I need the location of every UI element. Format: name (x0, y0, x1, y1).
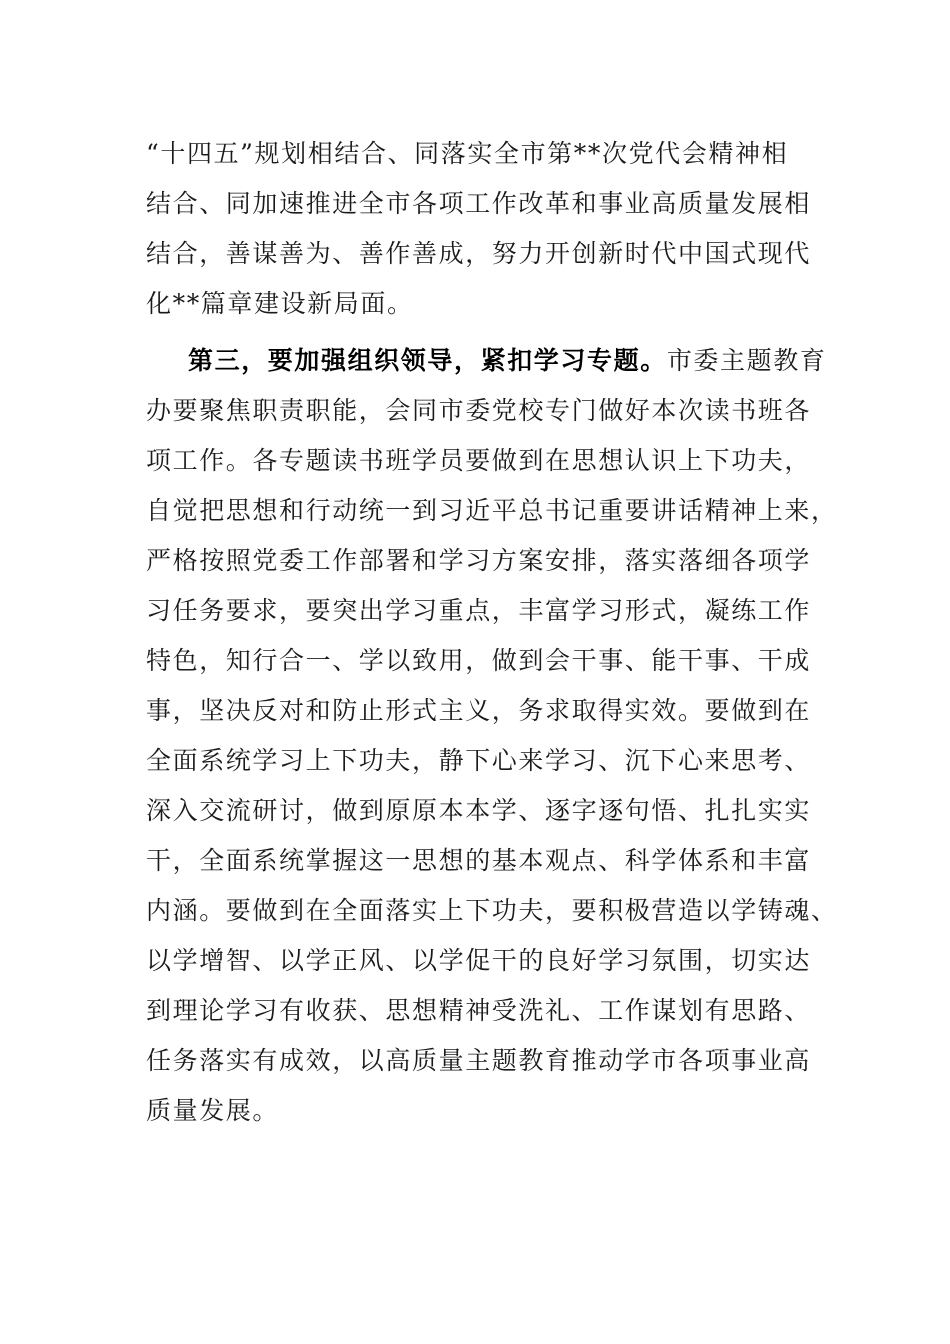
paragraph-1 (146, 129, 812, 329)
text-line: 事，坚决反对和防止形式主义，务求取得实效。要做到在 (146, 696, 812, 725)
text-line: 办要聚焦职责职能，会同市委党校专门做好本次读书班各 (146, 396, 812, 425)
text-line: 结合，善谋善为、善作善成，努力开创新时代中国式现代 (146, 239, 812, 268)
text-line: 以学增智、以学正风、以学促干的良好学习氛围，切实达 (146, 946, 812, 975)
text-line: 全面系统学习上下功夫，静下心来学习、沉下心来思考、 (146, 746, 812, 775)
text-line: “十四五”规划相结合、同落实全市第**次党代会精神相 (146, 139, 789, 168)
text-line: 习任务要求，要突出学习重点，丰富学习形式，凝练工作 (146, 596, 812, 625)
text-line: 质量发展。 (146, 1096, 280, 1125)
text-line: 自觉把思想和行动统一到习近平总书记重要讲话精神上来， (146, 496, 838, 525)
text-line: 结合、同加速推进全市各项工作改革和事业高质量发展相 (146, 189, 812, 218)
text-line: 化**篇章建设新局面。 (146, 289, 414, 318)
text-line: 任务落实有成效，以高质量主题教育推动学市各项事业高 (146, 1046, 812, 1075)
text-line: 项工作。各专题读书班学员要做到在思想认识上下功夫， (146, 446, 812, 475)
text-line-first (146, 336, 827, 386)
text-line: 内涵。要做到在全面落实上下功夫，要积极营造以学铸魂、 (146, 896, 838, 925)
section-heading: 第三，要加强组织领导，紧扣学习专题。 (188, 346, 667, 375)
text-line: 深入交流研讨，做到原原本本学、逐字逐句悟、扎扎实实 (146, 796, 812, 825)
text-line: 到理论学习有收获、思想精神受洗礼、工作谋划有思路、 (146, 996, 812, 1025)
text-line: 特色，知行合一、学以致用，做到会干事、能干事、干成 (146, 646, 812, 675)
text-line: 严格按照党委工作部署和学习方案安排，落实落细各项学 (146, 546, 812, 575)
paragraph-2 (146, 336, 838, 1136)
heading-line-rest: 市委主题教育 (666, 346, 827, 375)
text-line: 干，全面系统掌握这一思想的基本观点、科学体系和丰富 (146, 846, 812, 875)
